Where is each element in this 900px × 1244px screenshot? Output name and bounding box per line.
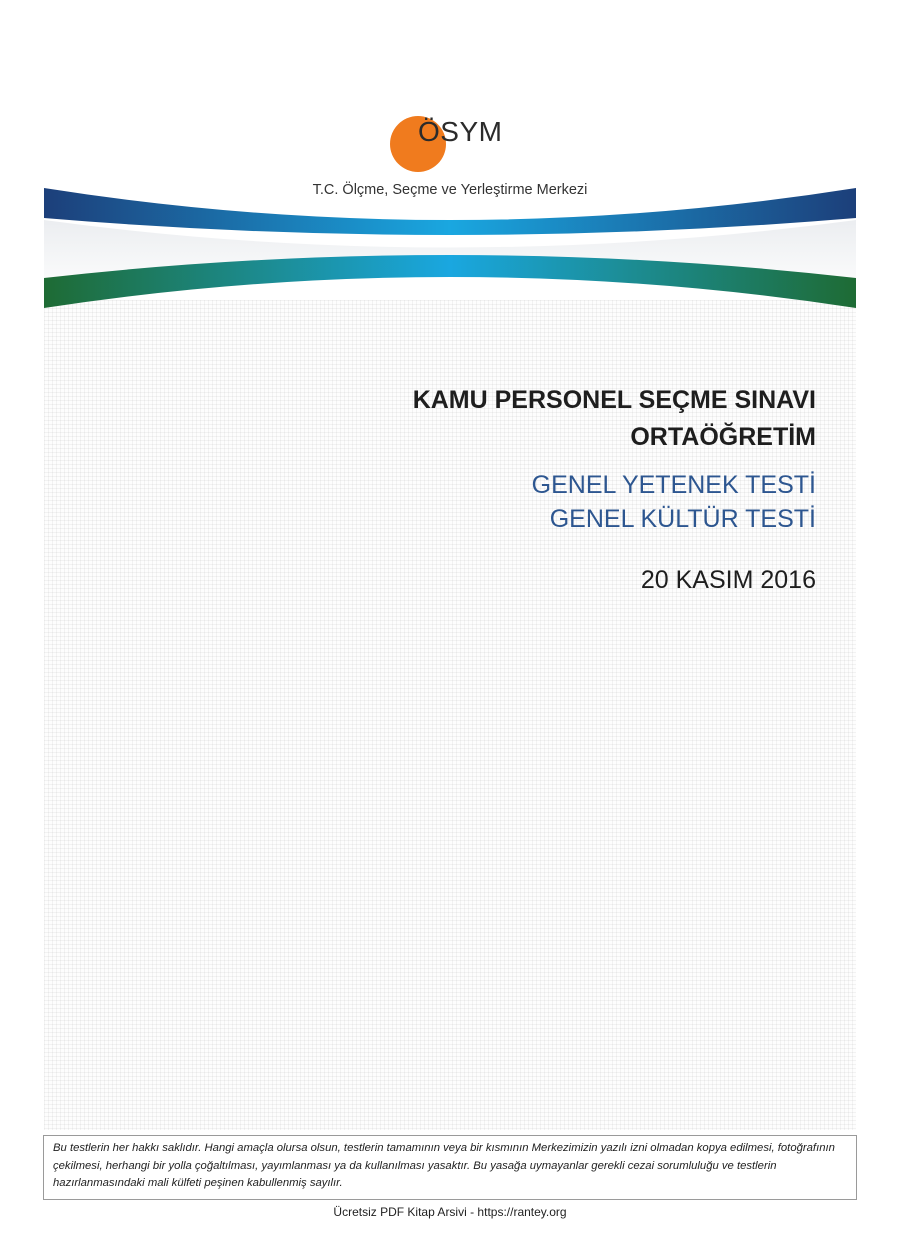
osym-logo	[388, 114, 528, 176]
band-top	[44, 188, 856, 235]
logo-text: ÖSYM	[418, 116, 503, 147]
organization-name: T.C. Ölçme, Seçme ve Yerleştirme Merkezi	[312, 182, 588, 198]
exam-title-line1: KAMU PERSONEL SEÇME SINAVI	[412, 386, 816, 414]
copyright-notice: Bu testlerin her hakkı saklıdır. Hangi amaçla olursa olsun, testlerin tamamının veya bir kısmının Merkezimizin yazılı izni olmadan kopya edilmesi, fotoğrafının çekilmesi, herhangi bir yolla çoğaltılması, yayımlanması ya da kullanılması yasaktır. Bu yasağa uymayanlar gerekli cezai sorumluluğu ve testlerin hazırlanmasındaki mali külfeti peşinen kabullenmiş sayılır.	[43, 1135, 857, 1200]
test-names	[532, 468, 816, 536]
decorative-bands	[0, 180, 900, 320]
test-name-1: GENEL YETENEK TESTİ	[531, 471, 816, 499]
exam-title	[413, 382, 816, 456]
exam-title-line2: ORTAÖĞRETİM	[630, 423, 816, 451]
test-name-2: GENEL KÜLTÜR TESTİ	[549, 505, 816, 533]
exam-date: 20 KASIM 2016	[640, 566, 816, 594]
footer-text: Ücretsiz PDF Kitap Arsivi - https://rantey.org	[333, 1205, 567, 1219]
